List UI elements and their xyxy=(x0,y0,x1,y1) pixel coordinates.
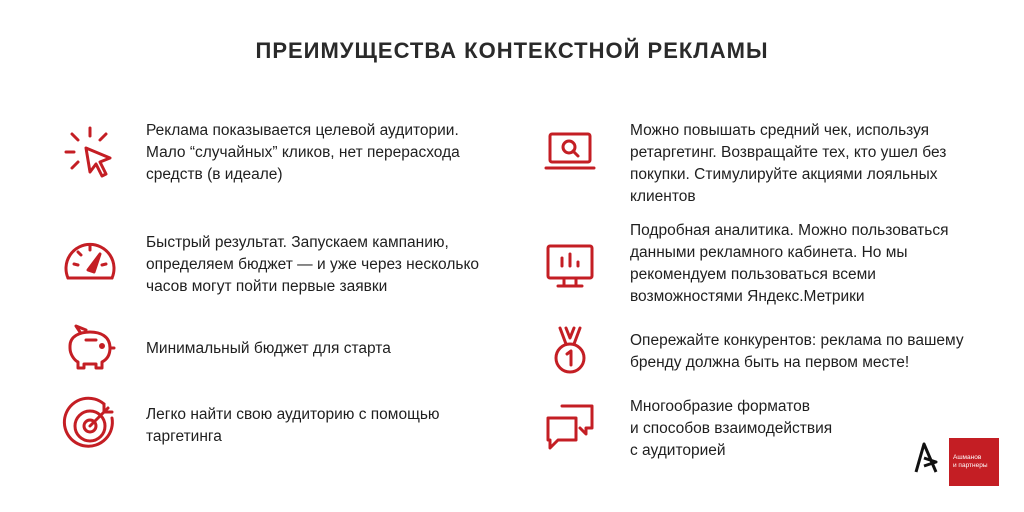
laptop-search-icon xyxy=(538,120,602,184)
advantage-text: Минимальный бюджет для старта xyxy=(146,340,391,357)
advantage-text: Опережайте конкурентов: реклама по вашему бренду должна быть на первом месте! xyxy=(630,332,964,371)
advantage-text: Быстрый результат. Запускаем кампанию, определяем бюджет — и уже через несколько часов могут пойти первые заявки xyxy=(146,234,480,295)
target-icon xyxy=(58,392,122,456)
advantage-item xyxy=(58,232,506,298)
speedometer-icon xyxy=(58,232,122,296)
advantage-item xyxy=(58,316,506,380)
chat-bubbles-icon xyxy=(538,396,602,460)
advantage-item xyxy=(58,392,506,456)
advantage-item xyxy=(538,220,990,308)
piggy-bank-icon xyxy=(58,316,122,380)
advantage-text: Реклама показывается целевой аудитории. Мало “случайных” кликов, нет перерасхода средств (в идеале) xyxy=(146,122,460,183)
logo-badge: Ашманов и партнеры xyxy=(949,438,999,486)
advantage-item xyxy=(58,120,506,186)
advantage-text: Легко найти свою аудиторию с помощью таргетинга xyxy=(146,406,440,445)
advantage-item xyxy=(538,320,990,384)
advantage-item xyxy=(538,120,990,208)
medal-icon xyxy=(538,320,602,384)
monitor-chart-icon xyxy=(538,234,602,298)
ashmanov-logo-icon xyxy=(912,440,940,476)
advantage-text: Многообразие форматов и способов взаимодействия с аудиторией xyxy=(630,398,833,459)
cursor-click-icon xyxy=(58,120,122,184)
advantage-text: Подробная аналитика. Можно пользоваться данными рекламного кабинета. Но мы рекомендуем пользоваться всеми возможностями Яндекс.Метрики xyxy=(630,222,949,305)
advantage-text: Можно повышать средний чек, используя ретаргетинг. Возвращайте тех, кто ушел без покупки. Стимулируйте акциями лояльных клиентов xyxy=(630,122,947,205)
page-title: ПРЕИМУЩЕСТВА КОНТЕКСТНОЙ РЕКЛАМЫ xyxy=(255,38,769,63)
